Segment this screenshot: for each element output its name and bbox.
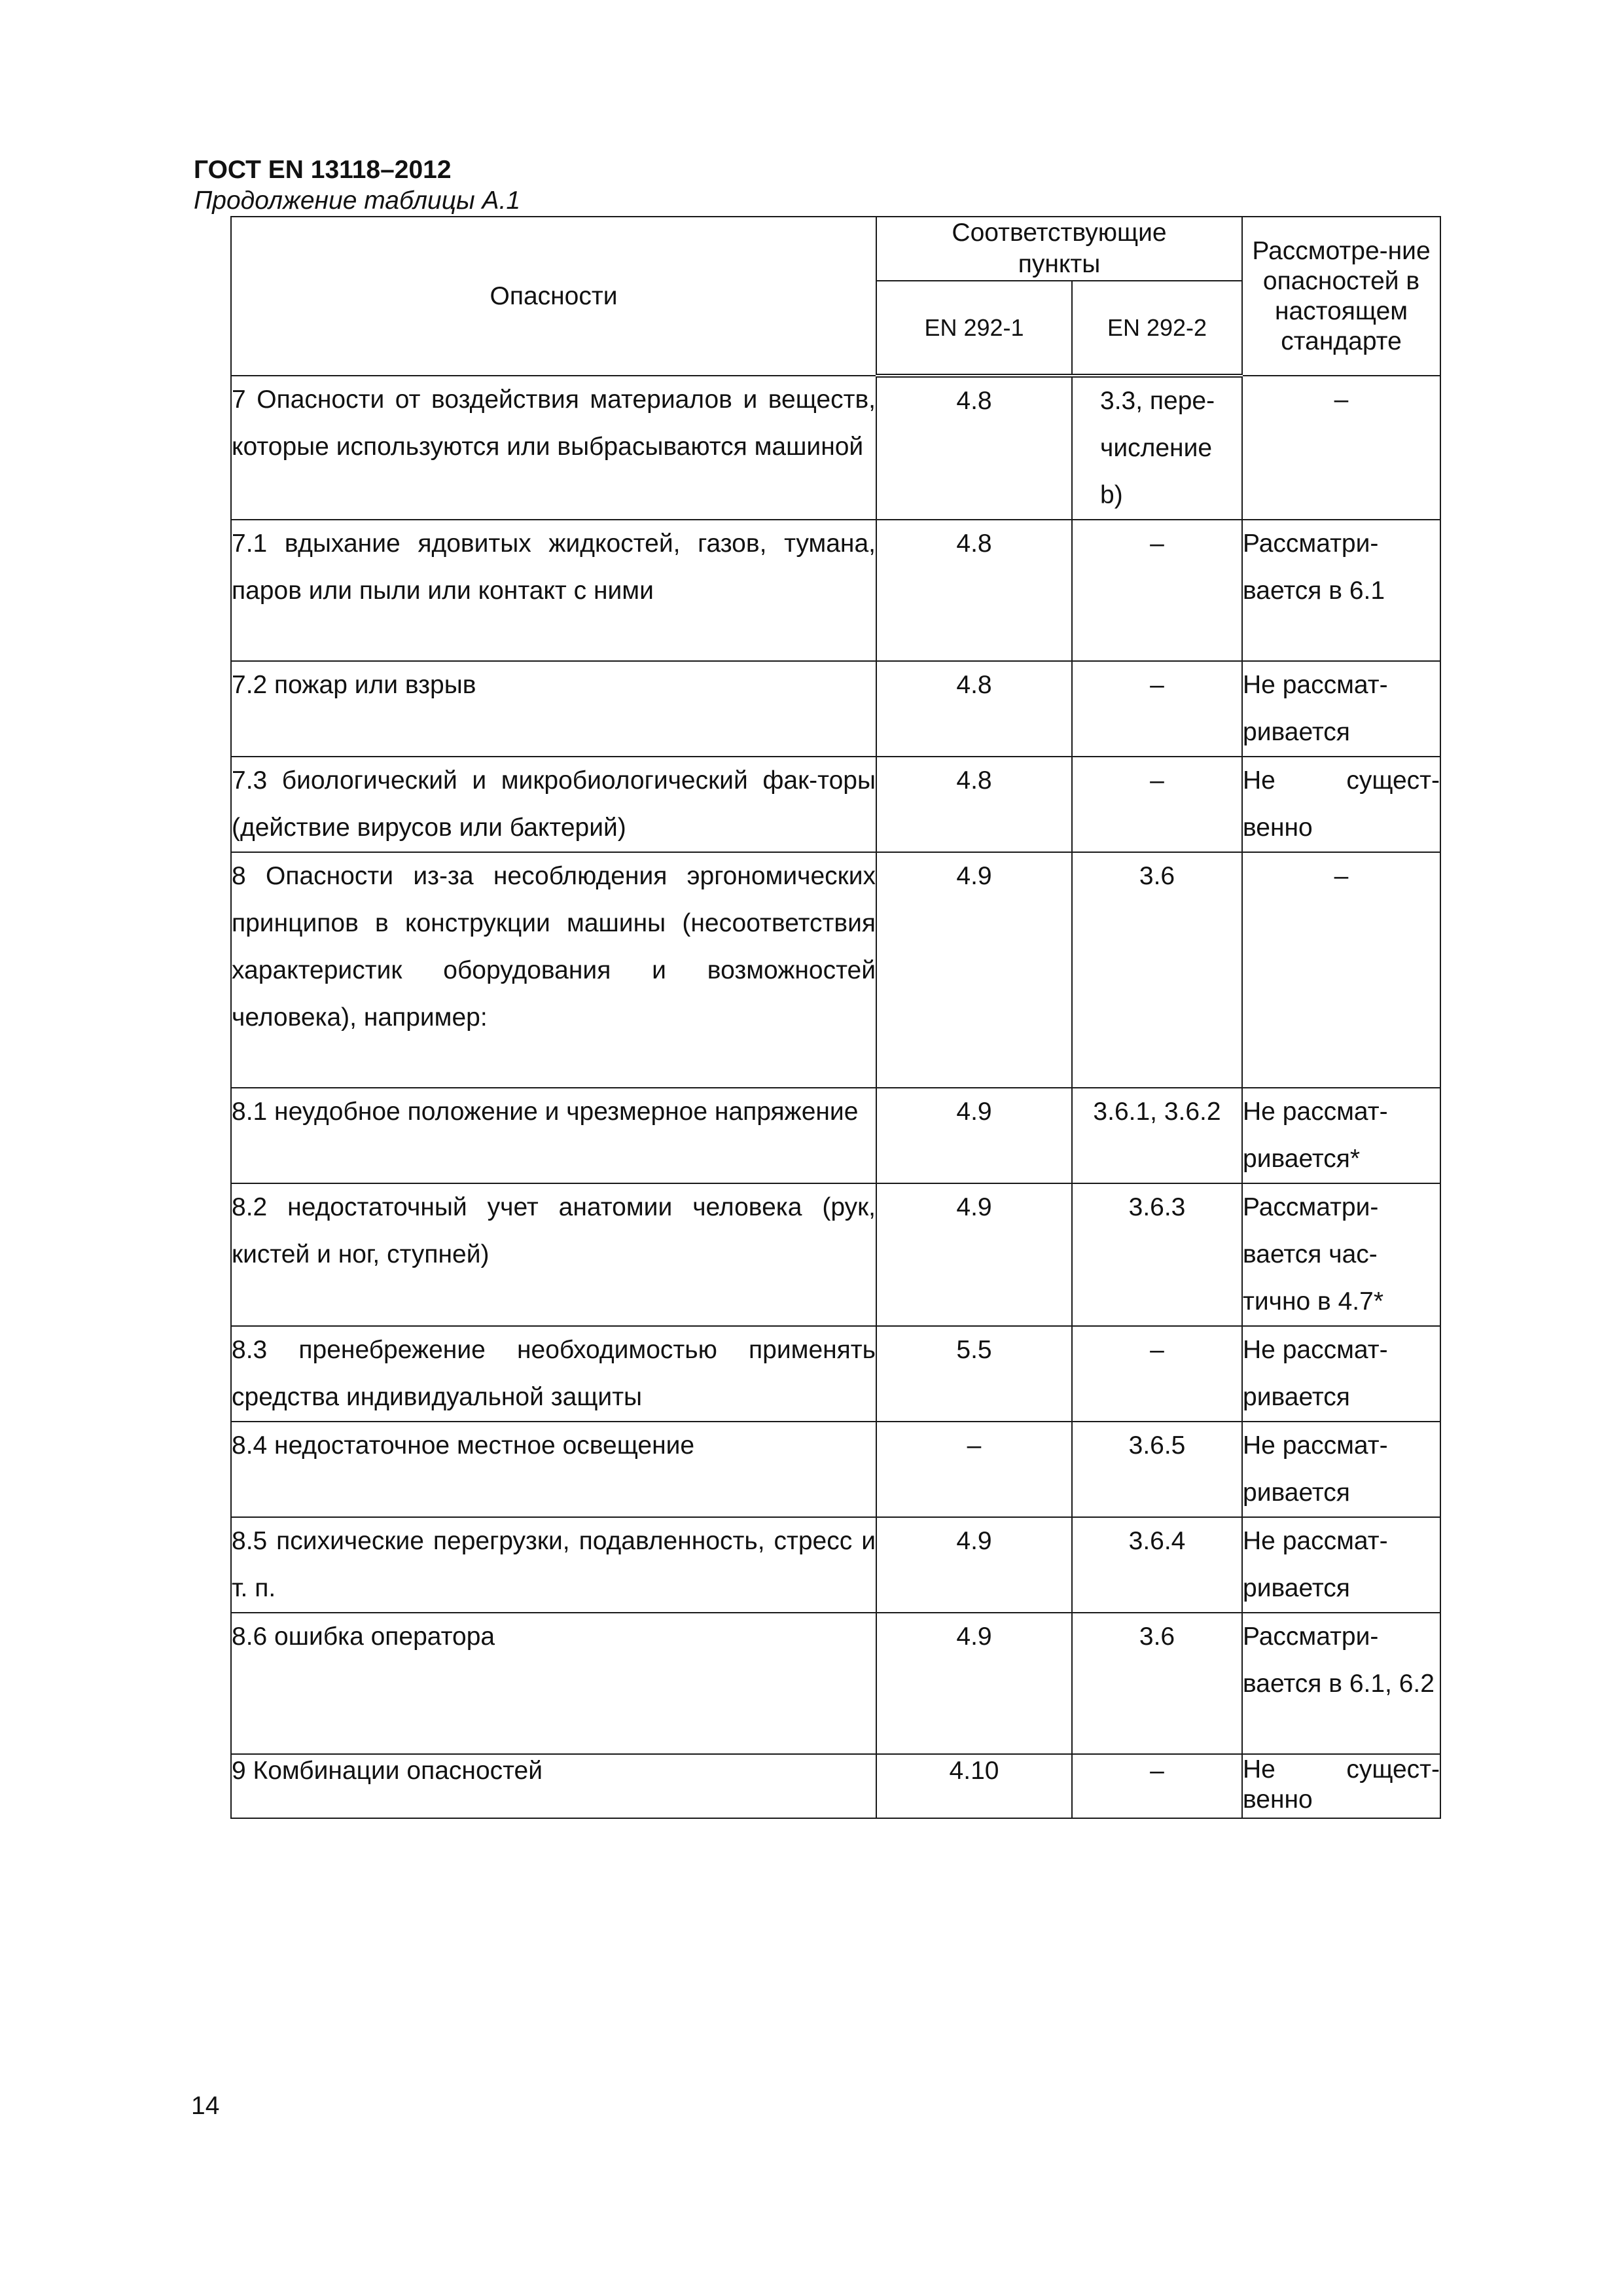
hazard-cell: 8.6 ошибка оператора xyxy=(231,1613,876,1754)
table-row xyxy=(231,1613,1440,1754)
en292-1-cell: 4.8 xyxy=(876,757,1072,852)
en292-1-cell: 4.8 xyxy=(876,661,1072,757)
header-hazards: Опасности xyxy=(231,217,876,376)
standard-title: ГОСТ EN 13118–2012 xyxy=(194,156,452,184)
en292-2-cell: – xyxy=(1072,1754,1242,1818)
en292-2-cell: – xyxy=(1072,1326,1242,1422)
table-row xyxy=(231,757,1440,852)
en292-2-cell: – xyxy=(1072,520,1242,661)
consideration-cell xyxy=(1242,1754,1440,1818)
page-number: 14 xyxy=(191,2092,220,2120)
hazard-cell: 8.1 неудобное положение и чрезмерное напряжение xyxy=(231,1088,876,1183)
table-row xyxy=(231,1326,1440,1422)
hazard-cell: 7.1 вдыхание ядовитых жидкостей, газов, тумана, паров или пыли или контакт с ними xyxy=(231,520,876,661)
hazard-cell: 7 Опасности от воздействия материалов и веществ, которые используются или выбрасываются машиной xyxy=(231,376,876,520)
hazard-cell: 8.5 психические перегрузки, подавленность, стресс и т. п. xyxy=(231,1517,876,1613)
table-row xyxy=(231,852,1440,1088)
hazard-cell: 8.3 пренебрежение необходимостью применять средства индивидуальной защиты xyxy=(231,1326,876,1422)
table-row xyxy=(231,1183,1440,1326)
consideration-cell xyxy=(1242,757,1440,852)
table-row xyxy=(231,1422,1440,1517)
hazard-cell: 7.2 пожар или взрыв xyxy=(231,661,876,757)
consideration-text: Не сущест-венно xyxy=(1243,766,1440,842)
en292-1-cell: 5.5 xyxy=(876,1326,1072,1422)
en292-2-cell: 3.6.3 xyxy=(1072,1183,1242,1326)
hazard-text: 8 Опасности из-за несоблюдения эргономических принципов в конструкции машины (несоответствия характеристик оборудования и возможностей человека), xyxy=(232,862,876,1031)
en292-1-cell: 4.9 xyxy=(876,1517,1072,1613)
en292-1-cell: 4.10 xyxy=(876,1754,1072,1818)
en292-2-cell: 3.6 xyxy=(1072,1613,1242,1754)
hazard-cell: 7.3 биологический и микробиологический фак-торы (действие вирусов или бактерий) xyxy=(231,757,876,852)
hazard-cell xyxy=(231,852,876,1088)
hazards-table xyxy=(230,216,1441,1819)
table-row xyxy=(231,1088,1440,1183)
consideration-cell: Рассматри-вается в 6.1 xyxy=(1242,520,1440,661)
consideration-cell: Рассматри-вается час-тично в 4.7* xyxy=(1242,1183,1440,1326)
en292-1-cell: – xyxy=(876,1422,1072,1517)
hazard-cell: 8.2 недостаточный учет анатомии человека (рук, кистей и ног, ступней) xyxy=(231,1183,876,1326)
table-row xyxy=(231,1754,1440,1818)
hazard-note: например: xyxy=(363,1003,488,1031)
en292-1-cell: 4.9 xyxy=(876,852,1072,1088)
table-row xyxy=(231,661,1440,757)
consideration-cell: Не рассмат-ривается xyxy=(1242,1517,1440,1613)
table-row xyxy=(231,376,1440,520)
en292-1-cell: 4.8 xyxy=(876,376,1072,520)
en292-2-cell: 3.6.1, 3.6.2 xyxy=(1072,1088,1242,1183)
consideration-cell: – xyxy=(1242,376,1440,520)
table-row xyxy=(231,1517,1440,1613)
en292-1-cell: 4.9 xyxy=(876,1613,1072,1754)
hazard-cell: 9 Комбинации опасностей xyxy=(231,1754,876,1818)
en292-1-cell: 4.9 xyxy=(876,1088,1072,1183)
en292-2-cell: 3.6.5 xyxy=(1072,1422,1242,1517)
header-relevant-clauses: Соответствующие пункты xyxy=(876,217,1242,281)
en292-2-cell: – xyxy=(1072,661,1242,757)
table-row xyxy=(231,520,1440,661)
table-continuation-caption: Продолжение таблицы А.1 xyxy=(194,187,521,215)
hazard-cell: 8.4 недостаточное местное освещение xyxy=(231,1422,876,1517)
header-en292-2: EN 292-2 xyxy=(1072,281,1242,376)
en292-2-cell: 3.6.4 xyxy=(1072,1517,1242,1613)
en292-1-cell: 4.8 xyxy=(876,520,1072,661)
en292-2-cell: 3.3, пере-числение b) xyxy=(1072,376,1242,520)
consideration-cell: Рассматри-вается в 6.1, 6.2 xyxy=(1242,1613,1440,1754)
consideration-text: Не сущест-венно xyxy=(1243,1755,1440,1814)
header-consideration: Рассмотре-ние опасностей в настоящем стандарте xyxy=(1242,217,1440,376)
consideration-cell: – xyxy=(1242,852,1440,1088)
consideration-cell: Не рассмат-ривается xyxy=(1242,661,1440,757)
en292-1-cell: 4.9 xyxy=(876,1183,1072,1326)
en292-2-cell: – xyxy=(1072,757,1242,852)
consideration-cell: Не рассмат-ривается xyxy=(1242,1422,1440,1517)
header-en292-1: EN 292-1 xyxy=(876,281,1072,376)
consideration-cell: Не рассмат-ривается* xyxy=(1242,1088,1440,1183)
consideration-cell: Не рассмат-ривается xyxy=(1242,1326,1440,1422)
document-header xyxy=(194,154,520,216)
en292-2-cell: 3.6 xyxy=(1072,852,1242,1088)
